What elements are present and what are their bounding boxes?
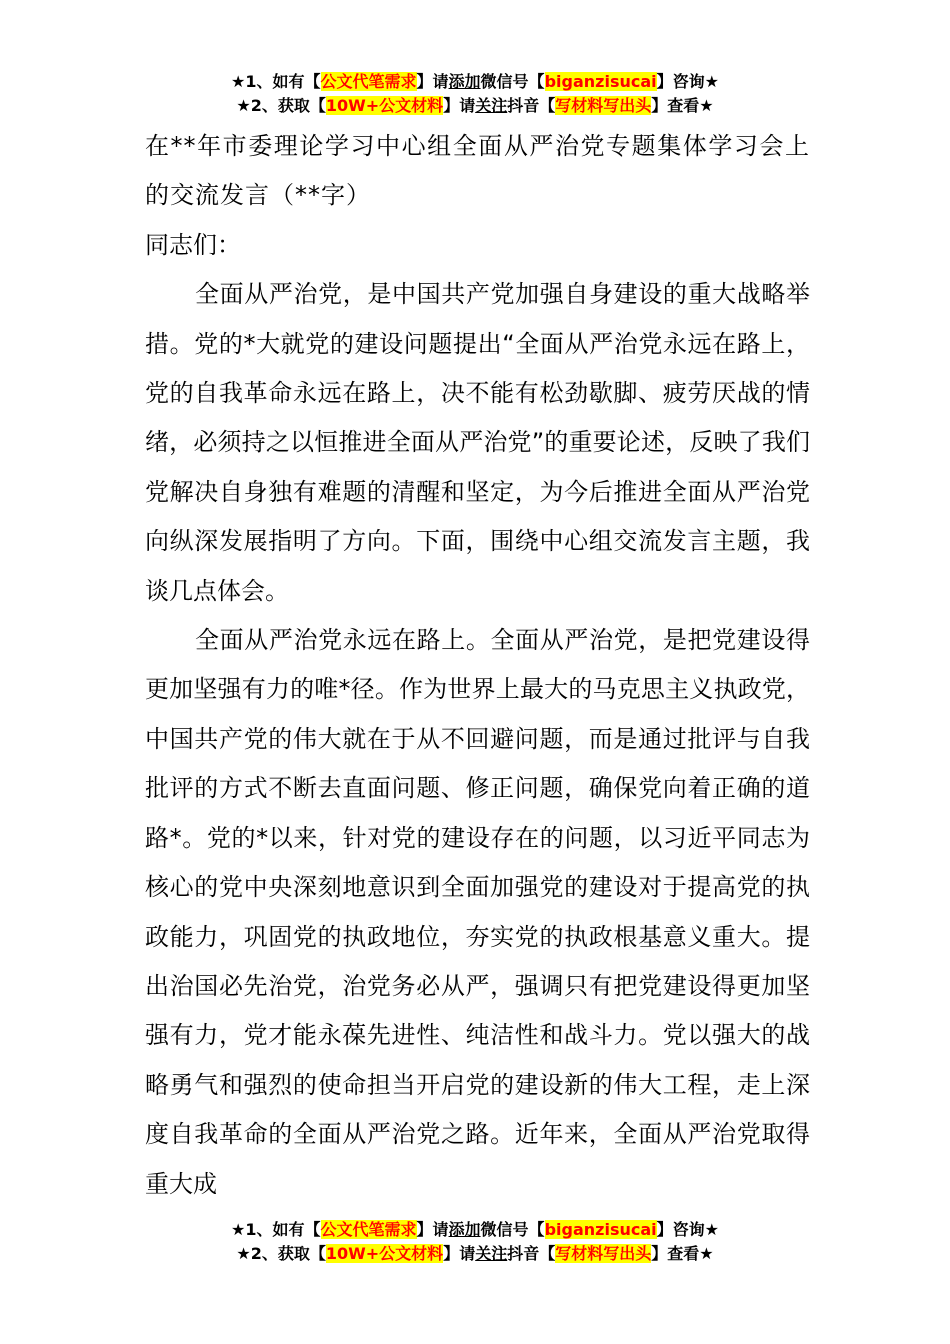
promo-line-2-prefix: ★2、获取【 <box>236 1244 326 1263</box>
promo-line-2-middle-b: 关注 <box>475 1244 508 1263</box>
promo-line-1-middle-b: 添加 <box>448 72 481 91</box>
promo-line-1 <box>0 70 950 94</box>
body-paragraph: 全面从严治党永远在路上。全面从严治党，是把党建设得更加坚强有力的唯*径。作为世界上最大的马克思主义执政党，中国共产党的伟大就在于从不回避问题，而是通过批评与自我批评的方式不断去直面问题、修正问题，确保党向着正确的道路*。党的*以来，针对党的建设存在的问题，以习近平同志为核心的党中央深刻地意识到全面加强党的建设对于提高党的执政能力，巩固党的执政地位，夯实党的执政根基意义重大。提出治国必先治党，治党务必从严，强调只有把党建设得更加坚强有力，党才能永葆先进性、纯洁性和战斗力。党以强大的战略勇气和强烈的使命担当开启党的建设新的伟大工程，走上深度自我革命的全面从严治党之路。近年来，全面从严治党取得重大成 <box>145 626 810 1198</box>
document-title: 在**年市委理论学习中心组全面从严治党专题集体学习会上的交流发言（**字） <box>145 132 810 210</box>
promo-line-1-middle-a: 】请 <box>416 1220 449 1239</box>
promo-line-2-suffix: 】查看★ <box>651 1244 714 1263</box>
header-promo-banner <box>0 70 950 118</box>
promo-line-2 <box>0 1242 950 1266</box>
promo-line-1-middle-b: 添加 <box>448 1220 481 1239</box>
promo-line-1 <box>0 1218 950 1242</box>
promo-line-2-highlight-douyin: 写材料写出头 <box>555 96 652 115</box>
promo-line-1-middle-c: 微信号【 <box>480 1220 545 1239</box>
document-body <box>145 122 810 1209</box>
promo-line-2-highlight-materials: 10W+公文材料 <box>325 1244 444 1263</box>
promo-line-2-suffix: 】查看★ <box>651 96 714 115</box>
promo-line-1-suffix: 】咨询★ <box>656 1220 719 1239</box>
body-paragraph: 全面从严治党，是中国共产党加强自身建设的重大战略举措。党的*大就党的建设问题提出“全面从严治党永远在路上，党的自我革命永远在路上，决不能有松劲歇脚、疲劳厌战的情绪，必须持之以恒推进全面从严治党”的重要论述，反映了我们党解决自身独有难题的清醒和坚定，为今后推进全面从严治党向纵深发展指明了方向。下面，围绕中心组交流发言主题，我谈几点体会。 <box>145 280 810 605</box>
promo-line-1-suffix: 】咨询★ <box>656 72 719 91</box>
promo-line-2-middle-c: 抖音【 <box>507 96 556 115</box>
promo-line-2 <box>0 94 950 118</box>
footer-promo-banner <box>0 1218 950 1266</box>
promo-line-1-highlight-service: 公文代笔需求 <box>320 1220 417 1239</box>
promo-line-1-highlight-service: 公文代笔需求 <box>320 72 417 91</box>
promo-line-2-middle-a: 】请 <box>443 1244 476 1263</box>
promo-line-2-prefix: ★2、获取【 <box>236 96 326 115</box>
promo-line-1-middle-a: 】请 <box>416 72 449 91</box>
promo-line-2-middle-b: 关注 <box>475 96 508 115</box>
promo-line-2-highlight-douyin: 写材料写出头 <box>555 1244 652 1263</box>
promo-line-2-middle-c: 抖音【 <box>507 1244 556 1263</box>
salutation: 同志们： <box>145 230 241 259</box>
promo-line-2-highlight-materials: 10W+公文材料 <box>325 96 444 115</box>
promo-line-1-prefix: ★1、如有【 <box>231 72 321 91</box>
promo-line-1-highlight-wechat-id: biganzisucai <box>544 72 657 91</box>
promo-line-2-middle-a: 】请 <box>443 96 476 115</box>
promo-line-1-middle-c: 微信号【 <box>480 72 545 91</box>
promo-line-1-highlight-wechat-id: biganzisucai <box>544 1220 657 1239</box>
promo-line-1-prefix: ★1、如有【 <box>231 1220 321 1239</box>
